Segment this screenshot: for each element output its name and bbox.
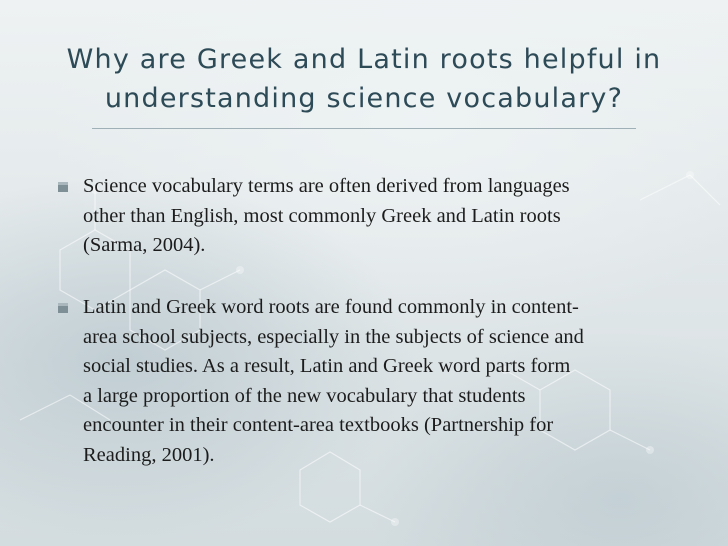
square-bullet-icon bbox=[58, 303, 68, 313]
bullet-1-line-1: Science vocabulary terms are often derived from languages bbox=[83, 175, 570, 197]
bullet-2-line-4: a large proportion of the new vocabulary that students bbox=[83, 384, 526, 407]
bullet-2-line-3: social studies. As a result, Latin and Greek word parts form bbox=[83, 355, 571, 377]
bullet-1-line-2: other than English, most commonly Greek and Latin roots bbox=[83, 204, 561, 227]
bullet-2-line-5: encounter in their content-area textbooks (Partnership for bbox=[83, 414, 554, 436]
bullet-2-line-2: area school subjects, especially in the subjects of science and bbox=[83, 325, 584, 348]
slide-title-line-1: Why are Greek and Latin roots helpful in bbox=[66, 44, 662, 75]
slide-title-line-2: understanding science vocabulary? bbox=[104, 83, 624, 114]
bullet-text-1 bbox=[83, 172, 698, 261]
bullet-2-line-6: Reading, 2001). bbox=[83, 443, 215, 466]
square-bullet-icon bbox=[58, 182, 68, 192]
slide-title bbox=[0, 40, 728, 118]
title-divider bbox=[92, 128, 636, 129]
bullet-1-line-3: (Sarma, 2004). bbox=[83, 234, 206, 256]
bullet-text-2 bbox=[83, 293, 698, 470]
bullet-2-line-1: Latin and Greek word roots are found commonly in content- bbox=[83, 296, 579, 318]
